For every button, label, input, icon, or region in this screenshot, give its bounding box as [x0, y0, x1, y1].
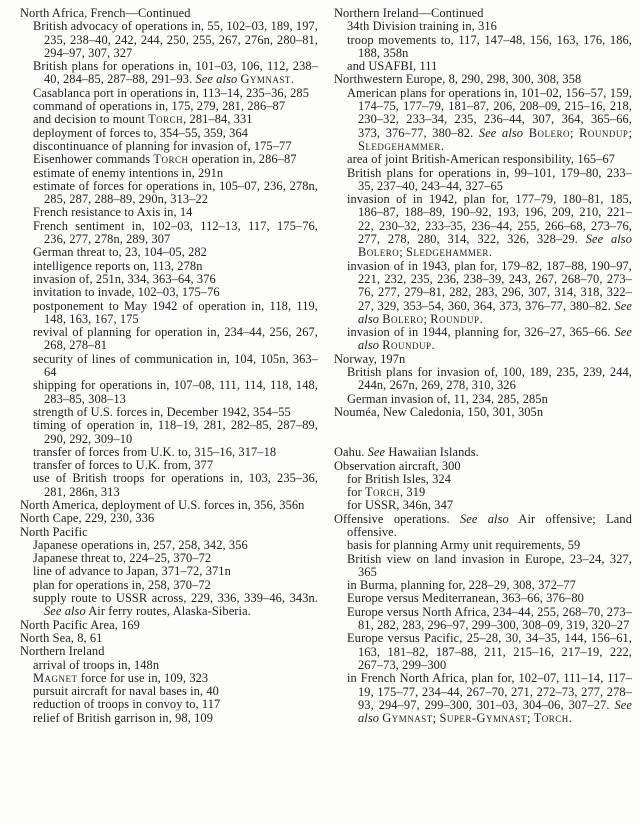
index-entry-sub [20, 60, 318, 87]
index-entry-sub [20, 472, 318, 499]
index-entry-sub [20, 592, 318, 619]
index-entry-main [334, 7, 632, 20]
entry-text: and decision to mount [33, 112, 149, 127]
index-entry-main [334, 353, 632, 366]
index-entry-main [334, 406, 632, 419]
entry-text: British advocacy of operations in, 55, 102–03, 189, 197, 235, 238–40, 242, 244, 250, 255, 267, 276n, 280–81, 294–97, 307, 327 [33, 19, 318, 60]
codename-smallcaps: Gymnast [240, 72, 291, 87]
index-entry-sub [20, 113, 318, 126]
codename-smallcaps: Bolero [358, 245, 400, 260]
index-entry-sub [334, 153, 632, 166]
entry-text: invasion of in 1942, plan for, 177–79, 180–81, 185, 186–87, 188–89, 190–92, 193, 196, 209, 210, 221–22, 230–32, 233–35, 236–44, 255, 266–68, 273–76, 277, 278, 280, 314, 322, 326, 328–29. [347, 192, 632, 247]
entry-text: North Pacific [20, 524, 88, 539]
codename-smallcaps: Sledgehammer [358, 138, 441, 153]
entry-text: Nouméa, New Caledonia, 150, 301, 305n [334, 404, 544, 419]
entry-text: Norway, 197n [334, 351, 406, 366]
index-entry-main [20, 632, 318, 645]
index-entry-main [20, 645, 318, 658]
entry-text: North Sea, 8, 61 [20, 630, 103, 645]
index-entry-main [334, 513, 632, 540]
cross-reference-label: See also [585, 232, 632, 247]
index-entry-sub [334, 486, 632, 499]
index-entry-main [334, 73, 632, 86]
entry-text: plan for operations in, 258, 370–72 [33, 577, 211, 592]
entry-text: strength of U.S. forces in, December 1942, 354–55 [33, 404, 291, 419]
entry-text: invasion of in 1943, plan for, 179–82, 187–88, 190–97, 221, 232, 235, 236, 238–39, 243, 267, 268–70, 273–76, 277, 279–81, 282, 283, 296, 307, 314, 318, 322–27, 329, 353–54, 360, 364, 373, 376–77, 380–82. [347, 258, 632, 313]
entry-text: British plans for operations in, 101–03, 106, 112, 238–40, 284–85, 287–88, 291–93. [33, 59, 318, 87]
index-entry-sub [334, 193, 632, 259]
index-entry-sub [334, 87, 632, 153]
entry-text: . [431, 338, 435, 353]
index-entry-sub [20, 20, 318, 60]
entry-text: British view on land invasion in Europe, 23–24, 327, 365 [347, 551, 632, 579]
index-entry-sub [334, 167, 632, 194]
codename-smallcaps: Torch [153, 152, 189, 167]
entry-text: German threat to, 23, 104–05, 282 [33, 245, 207, 260]
entry-text: Japanese operations in, 257, 258, 342, 356 [33, 537, 248, 552]
entry-text: Europe versus Mediterranean, 363–66, 376–80 [347, 591, 584, 606]
entry-text: use of British troops for operations in, 103, 235–36, 281, 286n, 313 [33, 471, 318, 499]
entry-text: Casablanca port in operations in, 113–14, 235–36, 285 [33, 85, 310, 100]
index-entry-sub [20, 87, 318, 100]
index-entry-sub [20, 286, 318, 299]
index-entry-sub [20, 406, 318, 419]
index-entry-sub [20, 672, 318, 685]
entry-text: ; [399, 245, 407, 260]
entry-text: . [290, 72, 295, 87]
codename-smallcaps: Torch [148, 112, 184, 127]
cross-reference-label: See also [358, 325, 632, 353]
index-entry-main [334, 446, 632, 459]
index-entry-sub [334, 579, 632, 592]
index-entry-sub [334, 326, 632, 353]
entry-text: for [347, 485, 365, 500]
entry-text: force for use in, 109, 323 [77, 670, 209, 685]
entry-text: area of joint British-American responsibility, 165–67 [347, 152, 616, 167]
cross-reference-label: See also [459, 511, 509, 526]
index-entry-sub [20, 167, 318, 180]
entry-text: pursuit aircraft for naval bases in, 40 [33, 684, 219, 699]
index-entry-sub [20, 579, 318, 592]
index-entry-sub [20, 206, 318, 219]
index-column-left [20, 7, 318, 824]
cross-reference-label: See also [44, 604, 86, 619]
index-entry-main [20, 499, 318, 512]
codename-smallcaps: Bolero [528, 125, 570, 140]
entry-text: estimate of enemy intentions in, 291n [33, 165, 224, 180]
entry-text: ; [526, 711, 534, 726]
entry-text: French resistance to Axis in, 14 [33, 205, 193, 220]
entry-text: relief of British garrison in, 98, 109 [33, 710, 213, 725]
entry-text: basis for planning Army unit requirements, 59 [347, 538, 581, 553]
index-entry-sub [20, 220, 318, 247]
entry-text: postponement to May 1942 of operation in, 118, 119, 148, 163, 167, 175 [33, 298, 318, 326]
entry-text: deployment of forces to, 354–55, 359, 364 [33, 125, 249, 140]
index-entry-sub [20, 353, 318, 380]
index-entry-main [20, 619, 318, 632]
entry-text: timing of operation in, 118–19, 281, 282–85, 287–89, 290, 292, 309–10 [33, 418, 318, 446]
codename-smallcaps: Gymnast [382, 711, 433, 726]
index-entry-sub [20, 300, 318, 327]
index-entry-sub [20, 260, 318, 273]
entry-text: ; [432, 711, 440, 726]
index-entry-sub [334, 499, 632, 512]
cross-reference-label: See also [358, 298, 632, 326]
entry-text: Europe versus Pacific, 25–28, 30, 34–35, 144, 156–61, 163, 181–82, 187–88, 211, 215–16, 217–19, 222, 267–73, 299–300 [347, 631, 632, 672]
cross-reference-label: See also [358, 697, 632, 726]
entry-text: security of lines of communication in, 104, 105n, 363–64 [33, 351, 318, 380]
entry-text: invasion of in 1944, planning for, 326–27, 365–66. [347, 325, 615, 340]
index-entry-main [20, 512, 318, 525]
entry-text: intelligence reports on, 113, 278n [33, 258, 203, 273]
index-entry-sub [20, 685, 318, 698]
codename-smallcaps: Roundup [382, 338, 432, 353]
entry-text: for USSR, 346n, 347 [347, 498, 454, 513]
entry-text: Air ferry routes, Alaska-Siberia. [85, 604, 251, 619]
entry-text: Northwestern Europe, 8, 290, 298, 300, 308, 358 [334, 72, 582, 87]
codename-smallcaps: Magnet [33, 670, 78, 685]
entry-text: Hawaiian Islands. [385, 445, 479, 460]
index-entry-sub [334, 539, 632, 552]
codename-smallcaps: Bolero [382, 311, 424, 326]
entry-text: transfer of forces from U.K. to, 315–16, 317–18 [33, 444, 277, 459]
index-entry-main [334, 460, 632, 473]
entry-text: . [488, 245, 493, 260]
entry-text: invitation to invade, 102–03, 175–76 [33, 285, 220, 300]
index-entry-sub [334, 606, 632, 633]
index-entry-main [20, 7, 318, 20]
index-entry-sub [20, 379, 318, 406]
entry-text: Eisenhower commands [33, 152, 154, 167]
index-entry-sub [334, 260, 632, 326]
cross-reference-label: See also [195, 72, 238, 87]
entry-text: North America, deployment of U.S. forces in, 356, 356n [20, 497, 305, 512]
entry-text: Northern Ireland [20, 644, 105, 659]
index-entry-sub [20, 180, 318, 207]
index-column-right [334, 7, 632, 824]
entry-text: Observation aircraft, 300 [334, 458, 461, 473]
entry-text: ; [570, 125, 580, 140]
index-entry-sub [20, 446, 318, 459]
entry-text: reduction of troops in convoy to, 117 [33, 697, 221, 712]
entry-text: American plans for operations in, 101–02, 156–57, 159, 174–75, 177–79, 181–87, 206, 208–09, 215–16, 218, 230–32, 233–34, 235, 236–44, 307, 364, 365–66, 373, 376–77, 380–82. [347, 85, 632, 140]
section-gap [334, 419, 632, 446]
entry-text: and USAFBI, 111 [347, 59, 438, 74]
codename-smallcaps: Torch [364, 485, 401, 500]
index-entry-main [20, 526, 318, 539]
index-entry-sub [20, 153, 318, 166]
entry-text: North Africa, French—Continued [20, 6, 191, 20]
entry-text: Air offensive; Land offensive. [347, 511, 632, 539]
entry-text: discontinuance of planning for invasion of, 175–77 [33, 138, 292, 153]
index-entry-sub [20, 565, 318, 578]
entry-text: for British Isles, 324 [347, 471, 452, 486]
index-entry-sub [20, 712, 318, 725]
entry-text: ; [423, 311, 431, 326]
index-entry-sub [334, 34, 632, 61]
entry-text: Oahu. [334, 445, 368, 460]
index-entry-sub [334, 592, 632, 605]
index-entry-sub [20, 459, 318, 472]
entry-text: arrival of troops in, 148n [33, 657, 160, 672]
index-entry-sub [20, 127, 318, 140]
entry-text: North Cape, 229, 230, 336 [20, 511, 155, 526]
index-entry-sub [20, 273, 318, 286]
index-entry-sub [20, 698, 318, 711]
entry-text: invasion of, 251n, 334, 363–64, 376 [33, 271, 216, 286]
index-entry-sub [20, 659, 318, 672]
entry-text: supply route to USSR across, 229, 336, 339–46, 343n. [33, 591, 318, 606]
entry-text: shipping for operations in, 107–08, 111, 114, 118, 148, 283–85, 308–13 [33, 378, 318, 406]
index-entry-sub [334, 393, 632, 406]
index-entry-sub [20, 419, 318, 446]
index-entry-sub [334, 632, 632, 672]
cross-reference-label: See [367, 445, 386, 460]
index-entry-sub [20, 326, 318, 353]
entry-text: in French North Africa, plan for, 102–07, 111–14, 117–19, 175–77, 234–44, 267–70, 271, 272–73, 277, 278–93, 294–97, 299–300, 301–03, 304–06, 307–27. [347, 671, 632, 712]
entry-text: ; [628, 125, 632, 140]
entry-text: German invasion of, 11, 234, 285, 285n [347, 391, 548, 406]
codename-smallcaps: Super-Gymnast [439, 711, 527, 726]
entry-text: in Burma, planning for, 228–29, 308, 372–77 [347, 578, 576, 593]
entry-text: Europe versus North Africa, 234–44, 255, 268–70, 273–81, 282, 283, 296–97, 299–300, 308–09, 319, 320–27 [347, 604, 632, 633]
codename-smallcaps: Roundup [579, 125, 629, 140]
cross-reference-label: See also [478, 125, 524, 140]
index-entry-sub [20, 539, 318, 552]
entry-text: troop movements to, 117, 147–48, 156, 163, 176, 186, 188, 358n [347, 32, 632, 60]
index-entry-sub [334, 553, 632, 580]
entry-text: line of advance to Japan, 371–72, 371n [33, 564, 231, 579]
entry-text: British plans for operations in, 99–101, 179–80, 233–35, 237–40, 243–44, 327–65 [347, 165, 632, 193]
entry-text: 34th Division training in, 316 [347, 19, 497, 34]
entry-text: revival of planning for operation in, 234–44, 256, 267, 268, 278–81 [33, 325, 318, 353]
entry-text: North Pacific Area, 169 [20, 617, 140, 632]
entry-text: Offensive operations. [334, 511, 460, 526]
index-entry-sub [334, 473, 632, 486]
entry-text: estimate of forces for operations in, 105–07, 236, 278n, 285, 287, 288–89, 290n, 313–22 [33, 178, 318, 207]
entry-text: operation in, 286–87 [188, 152, 297, 167]
entry-text: British plans for invasion of, 100, 189, 235, 239, 244, 244n, 267n, 269, 278, 310, 326 [347, 365, 632, 393]
entry-text: , 319 [400, 485, 426, 500]
entry-text: Japanese threat to, 224–25, 370–72 [33, 551, 212, 566]
entry-text: Northern Ireland—Continued [334, 6, 484, 20]
index-entry-sub [20, 246, 318, 259]
codename-smallcaps: Torch [533, 711, 569, 726]
index-entry-sub [334, 20, 632, 33]
entry-text: . [568, 711, 572, 726]
index-entry-sub [334, 366, 632, 393]
index-entry-sub [20, 100, 318, 113]
index-entry-sub [20, 552, 318, 565]
codename-smallcaps: Sledgehammer [406, 245, 489, 260]
codename-smallcaps: Roundup [430, 311, 480, 326]
index-entry-sub [20, 140, 318, 153]
entry-text: . [440, 138, 445, 153]
entry-text: command of operations in, 175, 279, 281, 286–87 [33, 99, 286, 114]
entry-text: French sentiment in, 102–03, 112–13, 117, 175–76, 236, 277, 278n, 289, 307 [33, 218, 318, 247]
entry-text: transfer of forces to U.K. from, 377 [33, 458, 214, 473]
index-entry-sub [334, 60, 632, 73]
entry-text: , 281–84, 331 [183, 112, 253, 127]
index-entry-sub [334, 672, 632, 725]
entry-text: . [479, 311, 483, 326]
